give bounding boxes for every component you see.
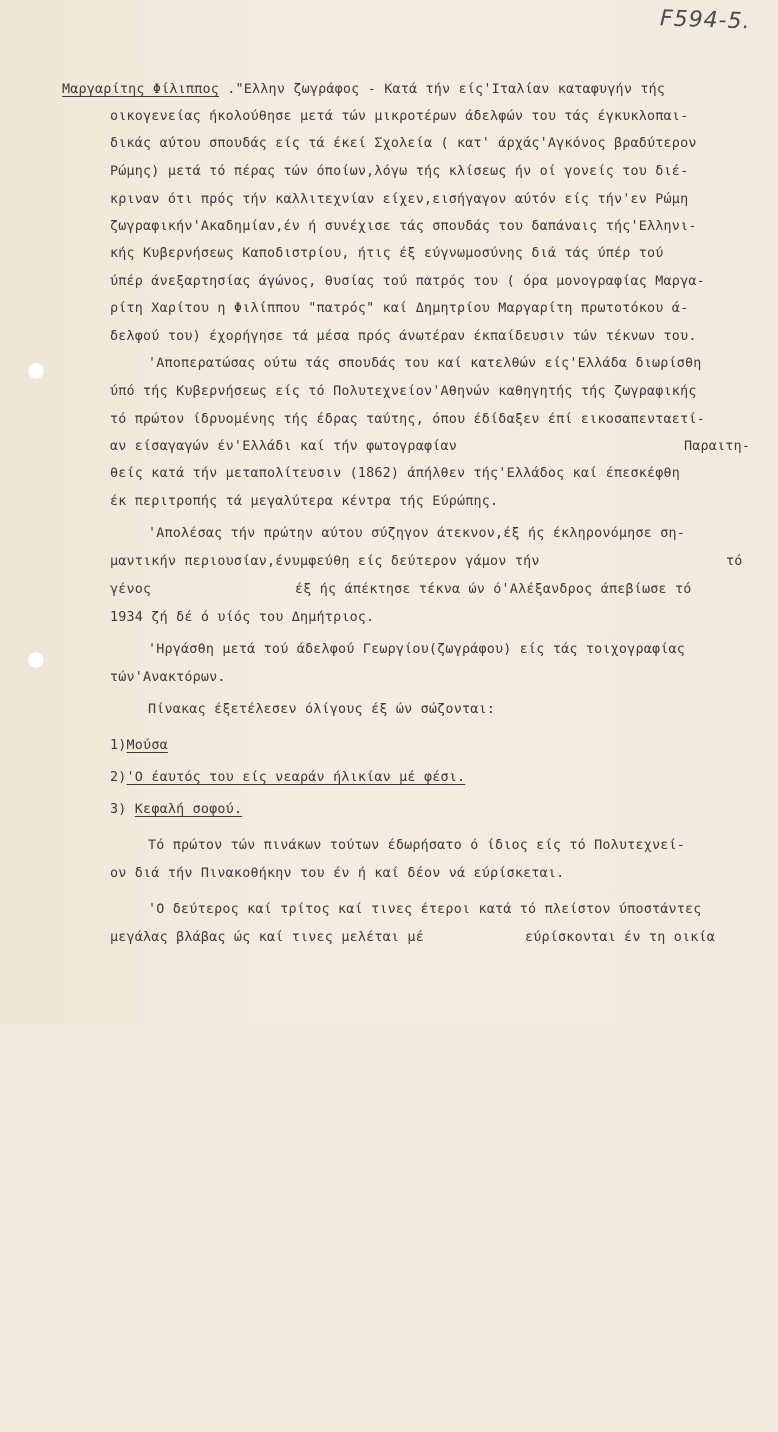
text-line: Μαργαρίτης Φίλιππος ."Ελλην ζωγράφος - Κατά τήν είς'Ιταλίαν καταφυγήν τής: [62, 82, 666, 97]
text-line: τό πρώτον ίδρυομένης τής έδρας ταύτης, όπου έδίδαξεν έπί εικοσαπενταετί-: [110, 412, 705, 427]
archive-stamp: F594-5.: [659, 6, 751, 35]
text-line-mid: έξ ής άπέκτησε τέκνα ών ό'Αλέξανδρος άπεβίωσε τό: [295, 582, 692, 597]
text-line: 1934 ζή δέ ό υίός του Δημήτριος.: [110, 610, 375, 625]
text-line: οικογενείας ήκολούθησε μετά τών μικροτέρων άδελφών του τάς έγκυκλοπαι-: [110, 109, 689, 124]
heading-name: Μαργαρίτης Φίλιππος: [62, 82, 219, 97]
list-item: 1)Μούσα: [110, 738, 168, 753]
text-line: ον διά τήν Πινακοθήκην του έν ή καί δέον νά εύρίσκεται.: [110, 866, 565, 881]
text-line: δικάς αύτου σπουδάς είς τά έκεί Σχολεία ( κατ' άρχάς'Αγκόνος βραδύτερον: [110, 136, 697, 151]
text-line: κής Κυβερνήσεως Καποδιστρίου, ήτις έξ εύγνωμοσύνης διά τάς ύπέρ τού: [110, 246, 664, 261]
typed-text: [0, 60, 778, 1432]
text-line: Τό πρώτον τών πινάκων τούτων έδωρήσατο ό ίδιος είς τό Πολυτεχνεί-: [148, 838, 686, 853]
text-line: τών'Ανακτόρων.: [110, 670, 226, 685]
text-line: ζωγραφικήν'Ακαδημίαν,έν ή συνέχισε τάς σπουδάς του δαπάναις τής'Ελληνι-: [110, 219, 697, 234]
list-item: 2)'Ο έαυτός του είς νεαράν ήλικίαν μέ φέσι.: [110, 770, 466, 785]
text-line: 'Ηργάσθη μετά τού άδελφού Γεωργίου(ζωγράφου) είς τάς τοιχογραφίας: [148, 642, 686, 657]
list-item: 3) Κεφαλή σοφού.: [110, 802, 243, 817]
text-line: θείς κατά τήν μεταπολίτευσιν (1862) άπήλθεν τής'Ελλάδος καί έπεσκέφθη: [110, 466, 681, 481]
text-line: μαντικήν περιουσίαν,ένυμφεύθη είς δεύτερον γάμον τήν: [110, 554, 540, 569]
text-line: έκ περιτροπής τά μεγαλύτερα κέντρα τής Εύρώπης.: [110, 494, 499, 509]
text-line: ρίτη Χαρίτου η Φιλίππου "πατρός" καί Δημητρίου Μαργαρίτη πρωτοτόκου ά-: [110, 301, 689, 316]
text-line-tail: Παραιτη-: [684, 439, 751, 454]
text-line-tail: τό: [726, 554, 743, 569]
text-line: μεγάλας βλάβας ώς καί τινες μελέται μέ: [110, 930, 424, 945]
text-line: 'Ο δεύτερος καί τρίτος καί τινες έτεροι κατά τό πλείστον ύποστάντες: [148, 902, 702, 917]
text-line: 'Απολέσας τήν πρώτην αύτου σύζηγον άτεκνον,έξ ής έκληρονόμησε ση-: [148, 526, 686, 541]
text-line: δελφού του) έχορήγησε τά μέσα πρός άνωτέραν έκπαίδευσιν τών τέκνων του.: [110, 329, 697, 344]
text-line: γένος: [110, 582, 152, 597]
text-line-tail: εύρίσκονται έν τη οικία: [525, 930, 716, 945]
text-line: κριναν ότι πρός τήν καλλιτεχνίαν είχεν,εισήγαγον αύτόν είς τήν'εν Ρώμη: [110, 192, 689, 207]
text-line: ύπέρ άνεξαρτησίας άγώνος, θυσίας τού πατρός του ( όρα μονογραφίας Μαργα-: [110, 274, 705, 289]
text-line: ύπό τής Κυβερνήσεως είς τό Πολυτεχνείον'Αθηνών καθηγητής τής ζωγραφικής: [110, 384, 697, 399]
text-line: Ρώμης) μετά τό πέρας τών όποίων,λόγω τής κλίσεως ήν οί γονείς του διέ-: [110, 164, 689, 179]
text-line: Πίνακας έξετέλεσεν όλίγους έξ ών σώζονται:: [148, 702, 495, 717]
text-line: 'Αποπερατώσας ούτω τάς σπουδάς του καί κατελθών είς'Ελλάδα διωρίσθη: [148, 356, 702, 371]
text-line: αν είσαγαγών έν'Ελλάδι καί τήν φωτογραφίαν: [110, 439, 457, 454]
